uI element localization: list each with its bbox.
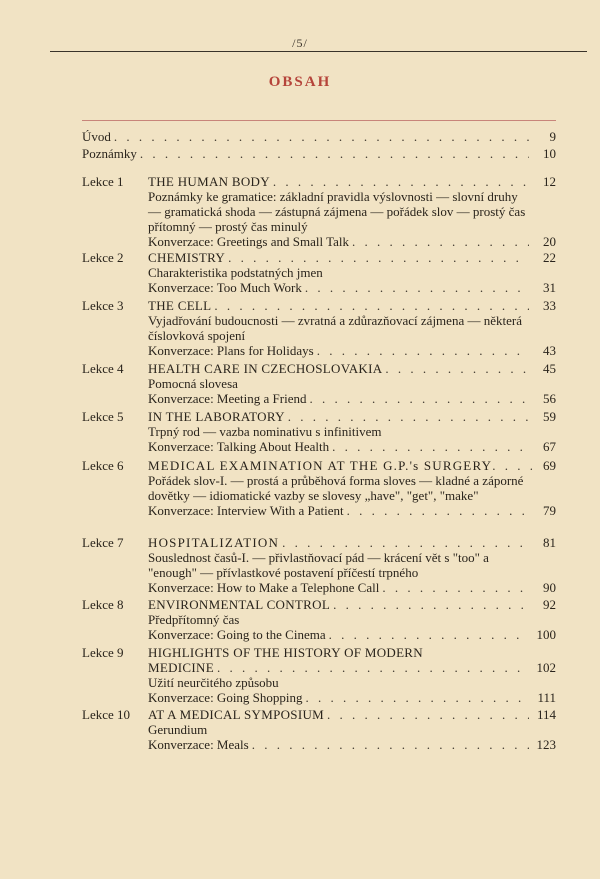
entry-label: Poznámky xyxy=(82,146,137,161)
conversation-title: Konverzace: Meals xyxy=(148,737,249,752)
lesson-title: ENVIRONMENTAL CONTROL xyxy=(148,597,331,612)
lesson-2-label: Lekce 2 xyxy=(82,250,124,265)
lesson-3-label: Lekce 3 xyxy=(82,298,124,313)
conversation-line xyxy=(148,234,556,249)
conversation-page: 123 xyxy=(536,737,556,752)
lesson-10 xyxy=(148,707,556,752)
grammar-notes: Gerundium xyxy=(148,722,208,737)
header-rule xyxy=(50,51,587,52)
lesson-title: THE CELL xyxy=(148,298,212,313)
entry-label: Úvod xyxy=(82,129,111,144)
conversation-line xyxy=(148,627,556,642)
leader-dots xyxy=(317,343,529,358)
grammar-notes: Pomocná slovesa xyxy=(148,376,238,391)
conversation-page: 111 xyxy=(537,690,556,705)
lesson-title: MEDICAL EXAMINATION AT THE G.P.'s SURGERY xyxy=(148,458,493,473)
lesson-page: 114 xyxy=(536,707,556,722)
leader-dots xyxy=(282,535,529,550)
leader-dots xyxy=(114,128,529,145)
leader-dots xyxy=(329,627,529,642)
lesson-7-label: Lekce 7 xyxy=(82,535,124,550)
lesson-2 xyxy=(148,250,556,295)
lesson-page: 33 xyxy=(543,298,556,313)
lesson-page: 12 xyxy=(543,174,556,189)
leader-dots xyxy=(327,707,529,722)
conversation-line xyxy=(148,503,556,518)
lesson-title: AT A MEDICAL SYMPOSIUM xyxy=(148,707,324,722)
leader-dots xyxy=(273,174,529,189)
conversation-title: Konverzace: Going Shopping xyxy=(148,690,303,705)
conversation-page: 67 xyxy=(543,439,556,454)
lesson-8 xyxy=(148,597,556,642)
leader-dots xyxy=(305,280,529,295)
conversation-title: Konverzace: Plans for Holidays xyxy=(148,343,314,358)
lesson-title: THE HUMAN BODY xyxy=(148,174,270,189)
leader-dots xyxy=(288,409,529,424)
lesson-title-line xyxy=(148,597,556,612)
conversation-line xyxy=(148,737,556,752)
lesson-title: HOSPITALIZATION xyxy=(148,535,280,550)
entry-page: 9 xyxy=(549,129,556,144)
leader-dots xyxy=(228,250,529,265)
leader-dots xyxy=(492,458,532,473)
lesson-title: HIGHLIGHTS OF THE HISTORY OF MODERN xyxy=(148,645,423,660)
conversation-page: 20 xyxy=(543,234,556,249)
conversation-title: Konverzace: How to Make a Telephone Call xyxy=(148,580,380,595)
intro-list xyxy=(82,128,556,162)
lesson-title-line xyxy=(148,645,556,660)
lesson-title-line xyxy=(148,535,556,550)
lesson-page: 59 xyxy=(543,409,556,424)
grammar-notes: Charakteristika podstatných jmen xyxy=(148,265,323,280)
conversation-page: 31 xyxy=(543,280,556,295)
conversation-title: Konverzace: Interview With a Patient xyxy=(148,503,344,518)
grammar-notes: Pořádek slov-I. — prostá a průběhová forma sloves — kladné a záporné dovětky — idiomatické vazby se slovesy „have", "get", "make" xyxy=(148,473,524,503)
lesson-page: 22 xyxy=(543,250,556,265)
leader-dots xyxy=(306,690,529,705)
entry-page: 10 xyxy=(543,146,556,161)
lesson-page: 69 xyxy=(543,458,556,473)
conversation-title: Konverzace: Meeting a Friend xyxy=(148,391,307,406)
lesson-title-line xyxy=(148,707,556,722)
lesson-title-continued: MEDICINE xyxy=(148,660,214,675)
conversation-line xyxy=(148,690,556,705)
lesson-title-line xyxy=(148,298,556,313)
lesson-title-line xyxy=(148,458,556,473)
lesson-6 xyxy=(148,458,556,518)
leader-dots xyxy=(309,391,529,406)
leader-dots xyxy=(385,361,529,376)
lesson-1-label: Lekce 1 xyxy=(82,174,124,189)
conversation-page: 56 xyxy=(543,391,556,406)
leader-dots xyxy=(333,597,529,612)
conversation-page: 100 xyxy=(536,627,556,642)
grammar-notes: Poznámky ke gramatice: základní pravidla výslovnosti — slovní druhy — gramatická shoda — zástupná zájmena — pořádek slov — prostý čas přítomný — prostý čas minulý xyxy=(148,189,526,234)
leader-dots xyxy=(347,503,529,518)
lesson-title-line-2 xyxy=(148,660,556,675)
leader-dots xyxy=(352,234,529,249)
lesson-9-label: Lekce 9 xyxy=(82,645,124,660)
lesson-7 xyxy=(148,535,556,595)
lesson-page: 102 xyxy=(536,660,556,675)
conversation-line xyxy=(148,391,556,406)
leader-dots xyxy=(217,660,529,675)
lesson-title-line xyxy=(148,250,556,265)
lesson-6-label: Lekce 6 xyxy=(82,458,124,473)
leader-dots xyxy=(140,145,529,162)
grammar-notes: Předpřítomný čas xyxy=(148,612,240,627)
leader-dots xyxy=(332,439,529,454)
conversation-title: Konverzace: Too Much Work xyxy=(148,280,302,295)
conversation-page: 90 xyxy=(543,580,556,595)
title-rule xyxy=(82,120,556,121)
conversation-page: 43 xyxy=(543,343,556,358)
lesson-title-line xyxy=(148,174,556,189)
conversation-line xyxy=(148,439,556,454)
lesson-5 xyxy=(148,409,556,454)
lesson-8-label: Lekce 8 xyxy=(82,597,124,612)
grammar-notes: Vyjadřování budoucnosti — zvratná a zdůrazňovací zájmena — některá číslovková spojení xyxy=(148,313,522,343)
conversation-line xyxy=(148,280,556,295)
lesson-title-line xyxy=(148,361,556,376)
conversation-line xyxy=(148,580,556,595)
lesson-title: HEALTH CARE IN CZECHOSLOVAKIA xyxy=(148,361,383,376)
lesson-title: IN THE LABORATORY xyxy=(148,409,285,424)
lesson-4 xyxy=(148,361,556,406)
leader-dots xyxy=(214,298,529,313)
lesson-title: CHEMISTRY xyxy=(148,250,226,265)
lesson-3 xyxy=(148,298,556,358)
lesson-1 xyxy=(148,174,556,249)
leader-dots xyxy=(252,737,529,752)
lesson-page: 45 xyxy=(543,361,556,376)
leader-dots xyxy=(382,580,529,595)
conversation-title: Konverzace: Greetings and Small Talk xyxy=(148,234,350,249)
lesson-4-label: Lekce 4 xyxy=(82,361,124,376)
conversation-page: 79 xyxy=(543,503,556,518)
lesson-10-label: Lekce 10 xyxy=(82,707,131,722)
lesson-title-line xyxy=(148,409,556,424)
toc-entry-poznamky xyxy=(82,145,556,162)
lesson-5-label: Lekce 5 xyxy=(82,409,124,424)
lesson-9 xyxy=(148,645,556,705)
grammar-notes: Souslednost časů-I. — přivlastňovací pád — krácení vět s "too" a "enough" — přívlastkové postavení příčestí trpného xyxy=(148,550,489,580)
grammar-notes: Užití neurčitého způsobu xyxy=(148,675,279,690)
lesson-page: 92 xyxy=(543,597,556,612)
page-title: OBSAH xyxy=(268,74,332,90)
conversation-line xyxy=(148,343,556,358)
conversation-title: Konverzace: Talking About Health xyxy=(148,439,330,454)
page-number: /5/ xyxy=(292,36,308,50)
lesson-page: 81 xyxy=(543,535,556,550)
toc-entry-uvod xyxy=(82,128,556,145)
conversation-title: Konverzace: Going to the Cinema xyxy=(148,627,326,642)
grammar-notes: Trpný rod — vazba nominativu s infinitivem xyxy=(148,424,382,439)
